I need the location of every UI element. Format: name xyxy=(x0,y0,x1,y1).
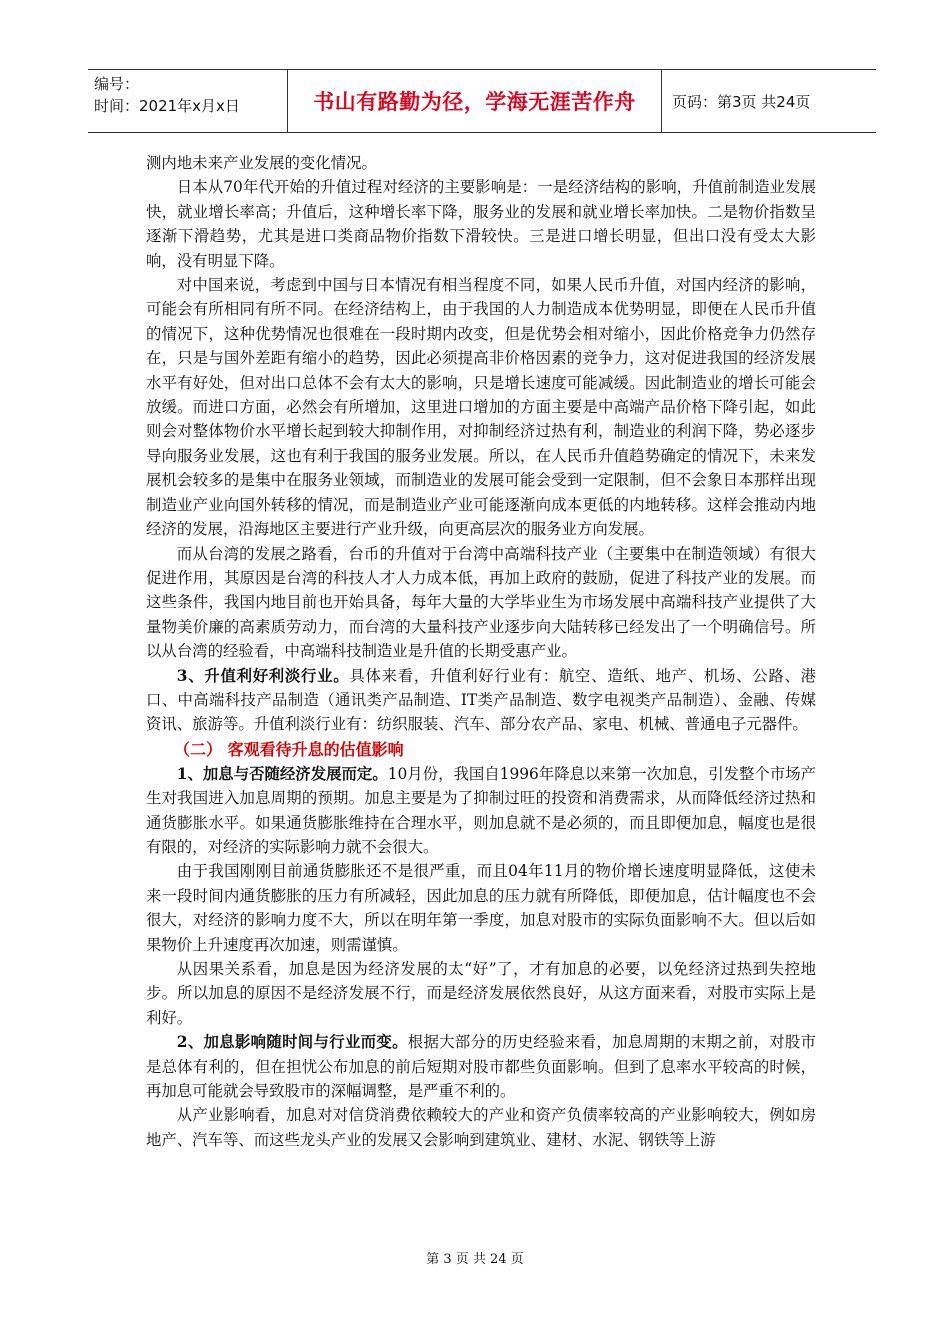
time-label: 时间：2021年x月x日 xyxy=(94,97,240,115)
paragraph-8: 从因果关系看，加息是因为经济发展的太“好”了，才有加息的必要，以免经济过热到失控地步。所以加息的原因不是经济发展不行，而是经济发展依然良好，从这方面来看，对股市实际上是利好。 xyxy=(146,960,816,1027)
paragraph-5 xyxy=(146,664,816,737)
document-body xyxy=(146,151,816,1152)
paragraph-9 xyxy=(146,1030,816,1103)
header-page-label: 页码：第3页 共24页 xyxy=(672,92,811,111)
serial-label: 编号： xyxy=(94,75,140,93)
paragraph-2: 日本从70年代开始的升值过程对经济的主要影响是：一是经济结构的影响，升值前制造业发展快，就业增长率高；升值后，这种增长率下降，服务业的发展和就业增长率加快。二是物价指数呈逐渐下滑趋势，尤其是进口类商品物价指数下滑较快。三是进口增长明显，但出口没有受太大影响，没有明显下降。 xyxy=(146,178,816,270)
paragraph-7: 由于我国刚刚目前通货膨胀还不是很严重，而且04年11月的物价增长速度明显降低，这使未来一段时间内通货膨胀的压力有所减轻，因此加息的压力就有所降低，即便加息，估计幅度也不会很大，对经济的影响力度不大，所以在明年第一季度，加息对股市的实际负面影响不大。但以后如果物价上升速度再次加速，则需谨慎。 xyxy=(146,862,816,954)
paragraph-6-text: 10月份，我国自1996年降息以来第一次加息，引发整个市场产生对我国进入加息周期的预期。加息主要是为了抑制过旺的投资和消费需求，从而降低经济过热和通货膨胀水平。如果通货膨胀维持在合理水平，则加息就不是必须的，而且即便加息，幅度也是很有限的，对经济的实际影响力就不会很大。 xyxy=(146,764,816,856)
paragraph-9-heading: 2、加息影响随时间与行业而变。 xyxy=(176,1033,408,1052)
header-meta xyxy=(88,70,288,132)
paragraph-10: 从产业影响看，加息对对信贷消费依赖较大的产业和资产负债率较高的产业影响较大，例如房地产、汽车等、而这些龙头产业的发展又会影响到建筑业、建材、水泥、钢铁等上游 xyxy=(146,1106,816,1149)
page-header xyxy=(88,69,876,133)
section-heading-2: （二） 客观看待升息的估值影响 xyxy=(174,739,404,759)
header-motto: 书山有路勤为径，学海无涯苦作舟 xyxy=(288,70,662,132)
paragraph-9-text: 根据大部分的历史经验来看，加息周期的末期之前，对股市是总体有利的，但在担忧公布加息的前后短期对股市都些负面影响。但到了息率水平较高的时候，再加息可能就会导致股市的深幅调整，是严重不利的。 xyxy=(146,1033,816,1101)
paragraph-1: 测内地未来产业发展的变化情况。 xyxy=(146,154,377,172)
paragraph-4: 而从台湾的发展之路看，台币的升值对于台湾中高端科技产业（主要集中在制造领域）有很大促进作用，其原因是台湾的科技人才人力成本低，再加上政府的鼓励，促进了科技产业的发展。而这些条件，我国内地目前也开始具备，每年大量的大学毕业生为市场发展中高端科技产业提供了大量物美价廉的高素质劳动力，而台湾的大量科技产业逐步向大陆转移已经发出了一个明确信号。所以从台湾的经验看，中高端科技制造业是升值的长期受惠产业。 xyxy=(146,544,816,661)
paragraph-5-text: 具体来看，升值利好行业有：航空、造纸、地产、机场、公路、港口、中高端科技产品制造（通讯类产品制造、IT类产品制造、数字电视类产品制造）、金融、传媒资讯、旅游等。升值利淡行业有：纺织服装、汽车、部分农产品、家电、机械、普通电子元器件。 xyxy=(146,666,816,734)
paragraph-6 xyxy=(146,762,816,860)
page-footer: 第 3 页 共 24 页 xyxy=(426,1252,524,1267)
paragraph-5-heading: 3、升值利好利淡行业。 xyxy=(176,666,350,685)
paragraph-3: 对中国来说，考虑到中国与日本情况有相当程度不同，如果人民币升值，对国内经济的影响，可能会有所相同有所不同。在经济结构上，由于我国的人力制造成本优势明显，即便在人民币升值的情况下，这种优势情况也很难在一段时期内改变，但是优势会相对缩小，因此价格竞争力仍然存在，只是与国外差距有缩小的趋势，因此必须提高非价格因素的竞争力，这对促进我国的经济发展水平有好处，但对出口总体不会有太大的影响，只是增长速度可能减缓。因此制造业的增长可能会放缓。而进口方面，必然会有所增加，这里进口增加的方面主要是中高端产品价格下降引起，如此则会对整体物价水平增长起到较大抑制作用，对抑制经济过热有利，制造业的利润下降，势必逐步导向服务业发展，这也有利于我国的服务业发展。所以，在人民币升值趋势确定的情况下，未来发展机会较多的是集中在服务业领域，而制造业的发展可能会受到一定限制，但不会象日本那样出现制造业产业向国外转移的情况，而是制造业产业可能逐渐向成本更低的内地转移。这样会推动内地经济的发展，沿海地区主要进行产业升级，向更高层次的服务业方向发展。 xyxy=(146,276,816,539)
paragraph-6-heading: 1、加息与否随经济发展而定。 xyxy=(176,764,388,783)
